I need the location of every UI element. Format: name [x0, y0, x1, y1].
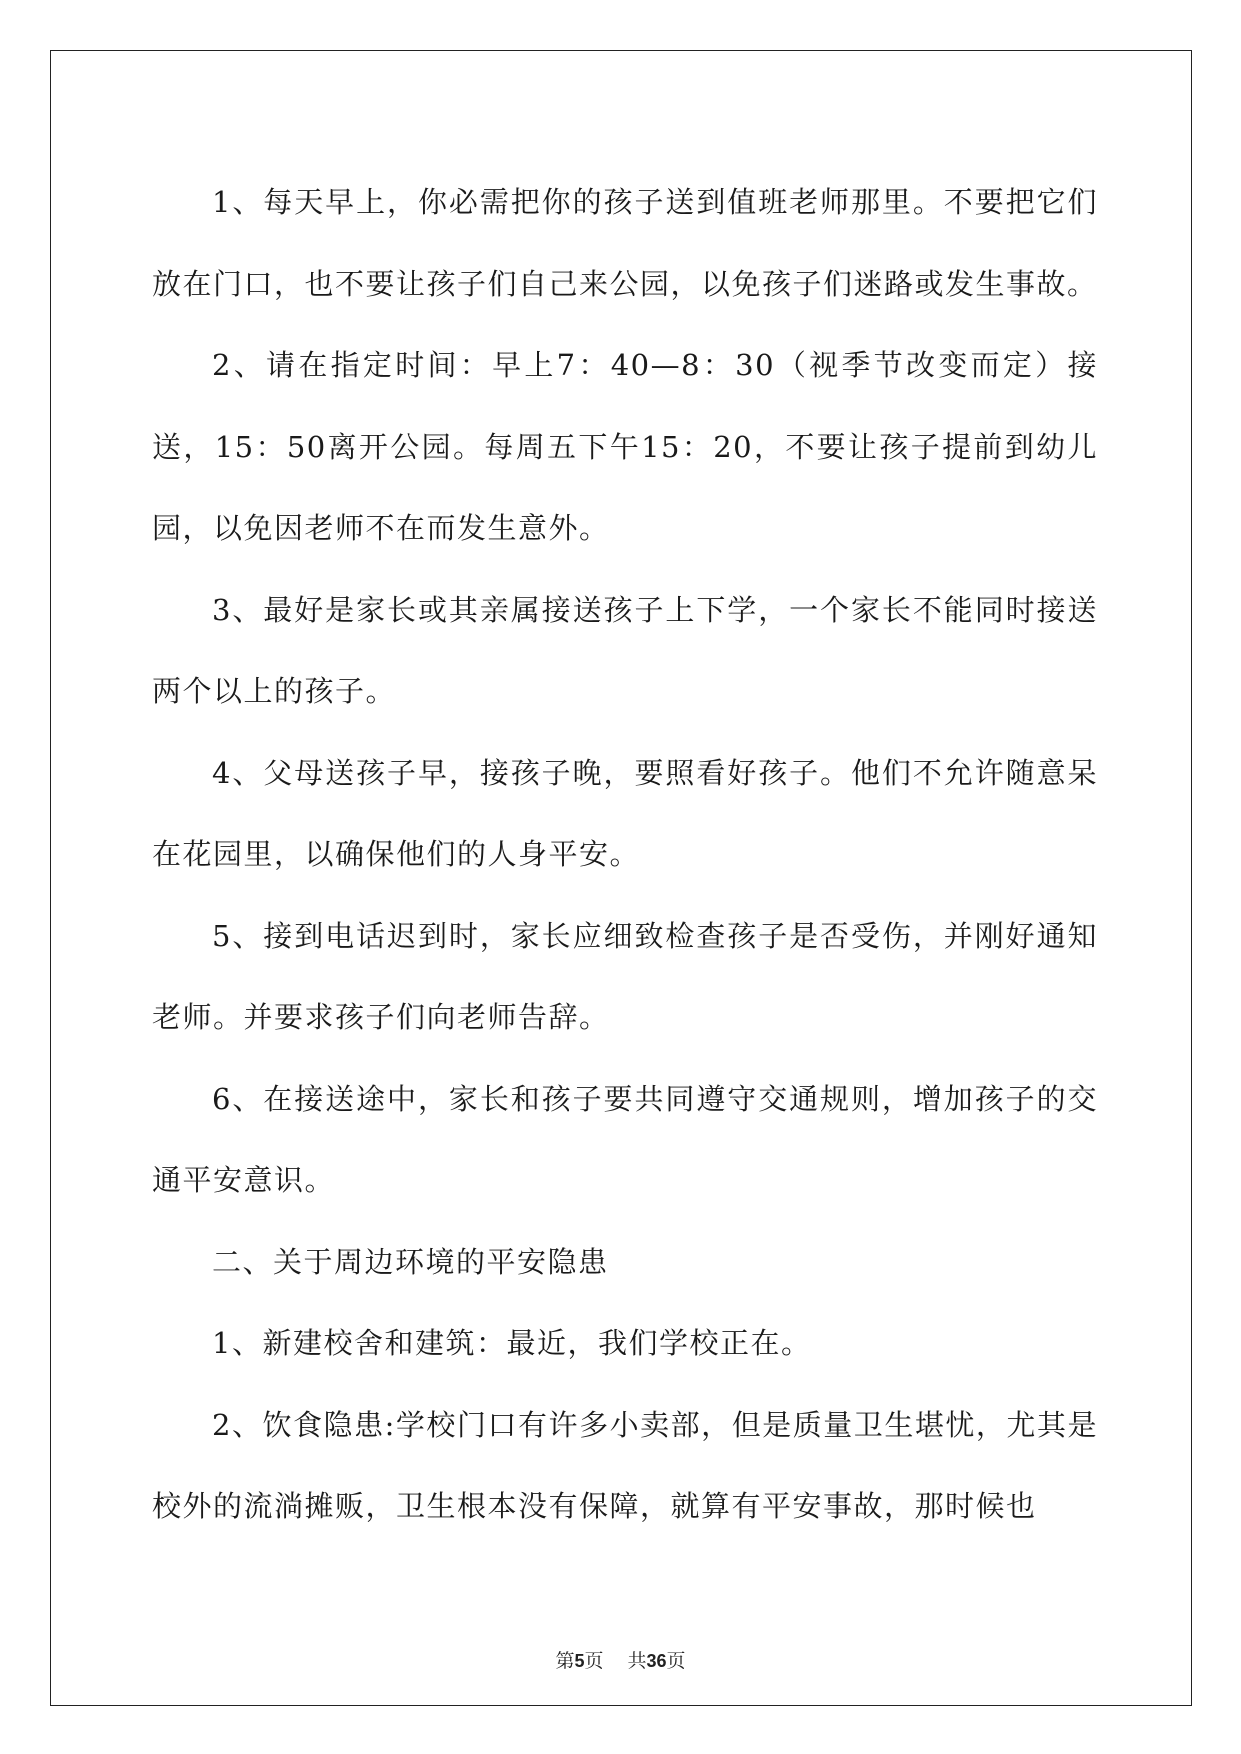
paragraph: 1、每天早上，你必需把你的孩子送到值班老师那里。不要把它们放在门口，也不要让孩子们自己来公园，以免孩子们迷路或发生事故。 — [152, 185, 1098, 301]
section-heading: 二、关于周边环境的平安隐患 — [212, 1244, 609, 1279]
page-footer — [0, 1646, 1241, 1673]
total-prefix: 共 — [627, 1650, 647, 1672]
paragraph: 5、接到电话迟到时，家长应细致检查孩子是否受伤，并刚好通知老师。并要求孩子们向老师告辞。 — [152, 918, 1098, 1034]
page-number: 5 — [574, 1651, 585, 1671]
page-prefix: 第 — [555, 1650, 575, 1672]
total-pages: 36 — [646, 1651, 667, 1671]
paragraph: 2、请在指定时间：早上7：40—8：30（视季节改变而定）接送，15：50离开公园。每周五下午15：20，不要让孩子提前到幼儿园，以免因老师不在而发生意外。 — [152, 348, 1098, 545]
total-suffix: 页 — [666, 1650, 686, 1672]
page-suffix: 页 — [584, 1650, 604, 1672]
paragraph: 3、最好是家长或其亲属接送孩子上下学，一个家长不能同时接送两个以上的孩子。 — [152, 592, 1098, 708]
document-body — [152, 162, 1098, 1548]
paragraph: 1、新建校舍和建筑：最近，我们学校正在。 — [212, 1326, 812, 1360]
paragraph: 6、在接送途中，家长和孩子要共同遵守交通规则，增加孩子的交通平安意识。 — [152, 1081, 1098, 1197]
paragraph: 2、饮食隐患:学校门口有许多小卖部，但是质量卫生堪忧，尤其是校外的流淌摊贩，卫生根本没有保障，就算有平安事故，那时候也 — [152, 1407, 1098, 1523]
paragraph: 4、父母送孩子早，接孩子晚，要照看好孩子。他们不允许随意呆在花园里，以确保他们的人身平安。 — [152, 755, 1098, 871]
